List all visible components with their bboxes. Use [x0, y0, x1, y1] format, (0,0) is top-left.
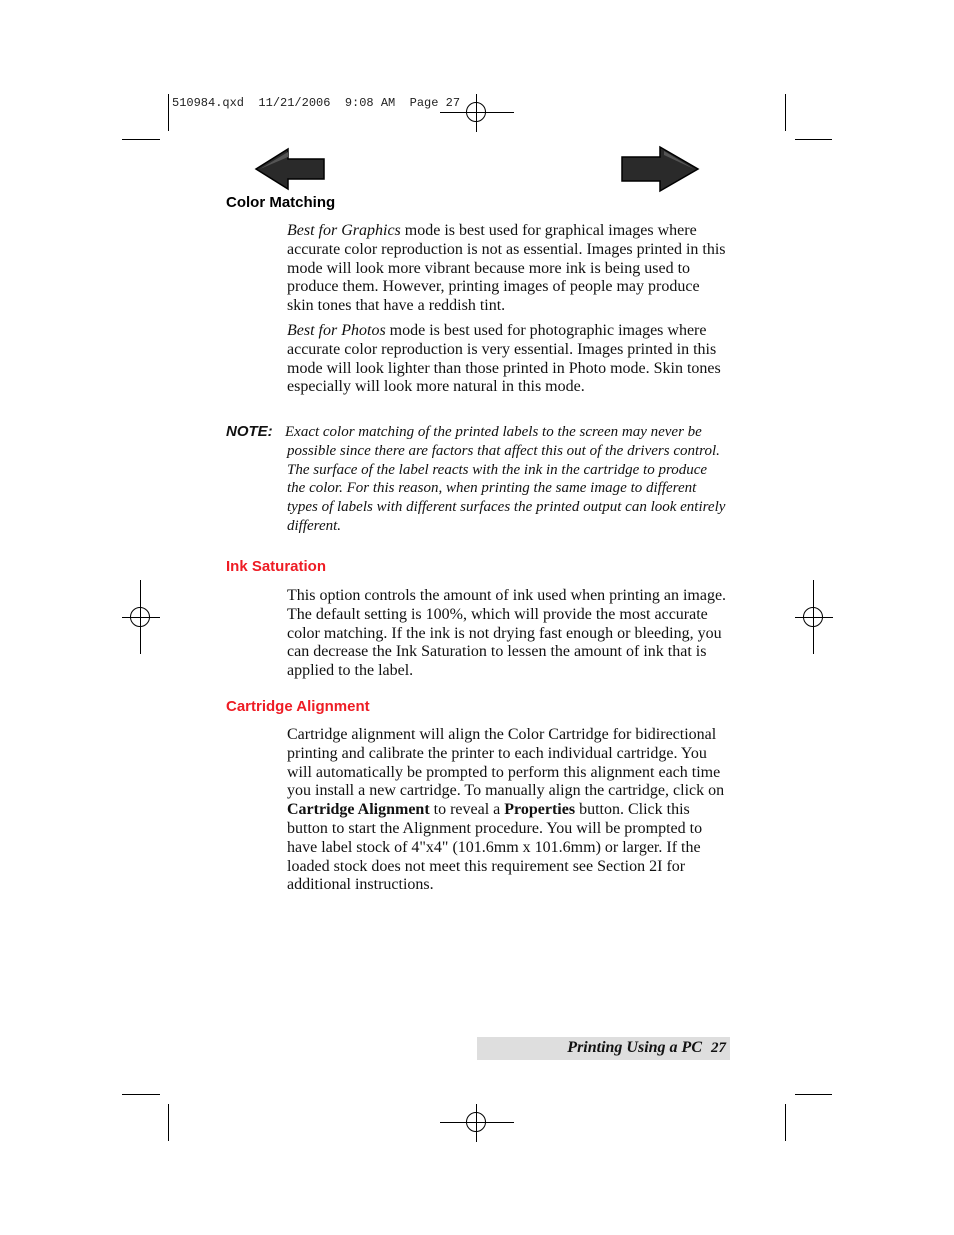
term-best-for-graphics: Best for Graphics — [287, 222, 401, 239]
footer-title: Printing Using a PC — [567, 1039, 702, 1056]
note-label: NOTE: — [226, 423, 273, 440]
term-cartridge-alignment: Cartridge Alignment — [287, 801, 430, 819]
section-heading-color-matching: Color Matching — [226, 194, 336, 211]
arrow-left-icon[interactable] — [254, 147, 326, 191]
arrow-right-icon[interactable] — [620, 145, 700, 193]
section-heading-cartridge-alignment: Cartridge Alignment — [226, 698, 370, 715]
note-block — [226, 423, 726, 536]
paragraph-cartridge-alignment: Cartridge alignment will align the Color Cartridge for bidirectional printing and calibrate the printer to each individual cartridge. You will automatically be prompted to perform this alignment each time you install a new cartridge. To manually align the cartridge, click on Cartridge Alignment to reveal a Properties button. Click this button to start the Alignment procedure. You will be prompted to have label stock of 4"x4" (101.6mm x 101.6mm) or larger. If the loaded stock does not meet this requirement see Section 2I for additional instructions. — [287, 726, 725, 894]
print-slug: 510984.qxd 11/21/2006 9:08 AM Page 27 — [172, 96, 461, 110]
page-footer — [477, 1037, 730, 1060]
section-heading-ink-saturation: Ink Saturation — [226, 558, 327, 575]
term-best-for-photos: Best for Photos — [287, 322, 386, 339]
note-text: Exact color matching of the printed labels to the screen may never be possible since there are factors that affect this out of the drivers control. The surface of the label reacts with the ink in the cartridge to produce the color. For this reason, when printing the same image to different types of labels with different surfaces the printed output can look entirely different. — [285, 424, 726, 534]
page-number: 27 — [711, 1040, 726, 1056]
paragraph-best-for-graphics: Best for Graphics mode is best used for graphical images where accurate color reproduction is not as essential. Images printed in this mode will look more vibrant because more ink is being used to produce them. However, printing images of people may produce skin tones that have a reddish tint. — [287, 222, 726, 315]
paragraph-best-for-photos: Best for Photos mode is best used for photographic images where accurate color reproduction is very essential. Images printed in this mode will look lighter than those printed in Photo mode. Skin tones especially will look more natural in this mode. — [287, 322, 721, 396]
term-properties: Properties — [504, 801, 576, 819]
paragraph-ink-saturation: This option controls the amount of ink used when printing an image. The default setting is 100%, which will provide the most accurate color matching. If the ink is not drying fast enough or bleeding, you can decrease the Ink Saturation to lessen the amount of ink that is applied to the label. — [287, 587, 727, 680]
